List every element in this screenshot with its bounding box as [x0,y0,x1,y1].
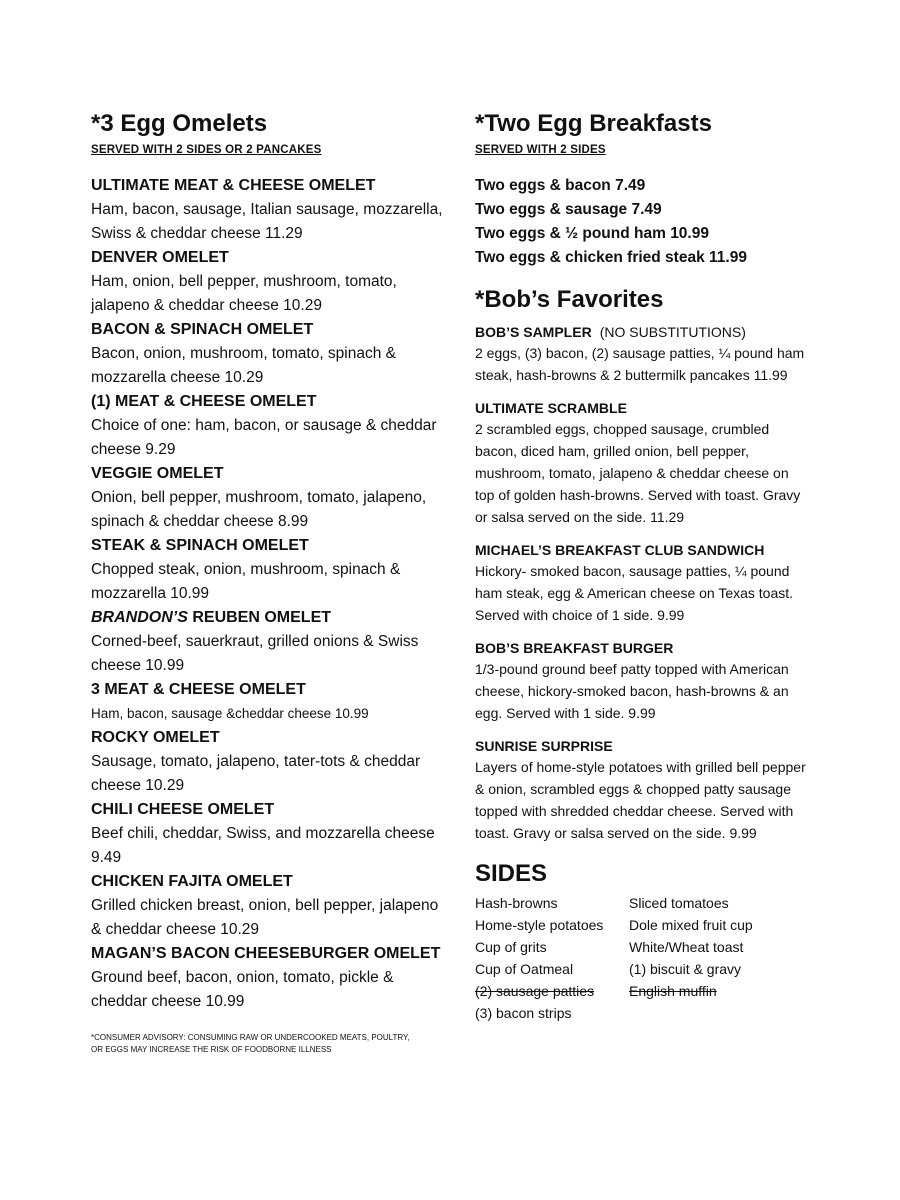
omelet-item [91,390,451,462]
omelet-list [91,174,451,1014]
side-item: (3) bacon strips [475,1005,572,1021]
omelet-item [91,462,451,534]
side-item: Cup of grits [475,939,547,955]
right-column [475,108,875,1024]
two-egg-subheading: SERVED WITH 2 SIDES [475,144,606,156]
side-item: Hash-browns [475,895,558,911]
omelet-title: VEGGIE OMELET [91,465,224,482]
omelet-desc: Ham, onion, bell pepper, mushroom, tomato, jalapeno & cheddar cheese 10.29 [91,273,397,314]
two-egg-item: Two eggs & sausage 7.49 [475,201,662,218]
omelets-heading: *3 Egg Omelets [91,110,268,137]
side-item: Home-style potatoes [475,917,604,933]
omelet-desc: Beef chili, cheddar, Swiss, and mozzarella cheese 9.49 [91,825,435,866]
omelet-title: 3 MEAT & CHEESE OMELET [91,681,306,698]
two-egg-item: Two eggs & ½ pound ham 10.99 [475,225,709,242]
two-egg-heading: *Two Egg Breakfasts [475,110,712,137]
omelet-item [91,174,451,246]
omelets-column [91,108,451,1056]
omelet-item [91,798,451,870]
omelet-title-rest: REUBEN OMELET [187,609,332,626]
omelet-title: CHILI CHEESE OMELET [91,801,275,818]
consumer-advisory: *CONSUMER ADVISORY: CONSUMING RAW OR UNDERCOOKED MEATS, POULTRY, OR EGGS MAY INCREASE THE RISK OF FOODBORNE ILLNESS [91,1033,410,1054]
side-item: White/Wheat toast [629,939,744,955]
omelet-title: BACON & SPINACH OMELET [91,321,314,338]
favorite-item [475,322,875,386]
favorite-item [475,638,875,724]
favorite-title [475,322,875,342]
omelet-item [91,534,451,606]
two-egg-item: Two eggs & bacon 7.49 [475,177,646,194]
omelet-item [91,942,451,1014]
omelet-desc: Chopped steak, onion, mushroom, spinach & mozzarella 10.99 [91,561,401,602]
omelet-desc: Ham, bacon, sausage &cheddar cheese 10.99 [91,706,369,721]
omelet-item [91,678,451,726]
omelet-item [91,726,451,798]
favorite-desc: 2 eggs, (3) bacon, (2) sausage patties, ¼ pound ham steak, hash-browns & 2 buttermilk pancakes 11.99 [475,345,805,383]
two-egg-list [475,174,875,270]
sides-grid [475,892,875,1024]
omelet-desc: Bacon, onion, mushroom, tomato, spinach & mozzarella cheese 10.29 [91,345,396,386]
omelet-item [91,246,451,318]
omelet-item [91,606,451,678]
omelet-title [91,606,451,630]
favorite-title-text: BOB’S SAMPLER [475,324,592,340]
two-egg-item: Two eggs & chicken fried steak 11.99 [475,249,747,266]
omelet-desc: Onion, bell pepper, mushroom, tomato, jalapeno, spinach & cheddar cheese 8.99 [91,489,427,530]
omelet-item [91,318,451,390]
omelet-title: (1) MEAT & CHEESE OMELET [91,393,317,410]
favorite-desc: 1/3-pound ground beef patty topped with American cheese, hickory-smoked bacon, hash-browns & an egg. Served with 1 side. 9.99 [475,661,789,721]
favorites-heading: *Bob’s Favorites [475,286,664,313]
favorite-item [475,540,875,626]
side-item: Cup of Oatmeal [475,961,574,977]
side-item: Sliced tomatoes [629,895,729,911]
omelets-subheading: SERVED WITH 2 SIDES OR 2 PANCAKES [91,144,322,156]
favorite-desc: 2 scrambled eggs, chopped sausage, crumbled bacon, diced ham, grilled onion, bell pepper, mushroom, tomato, jalapeno & cheddar cheese on top of golden hash-browns. Served with toast. Gravy or salsa served on the side. 11.29 [475,421,801,525]
favorite-item [475,736,875,844]
omelet-desc: Ground beef, bacon, onion, tomato, pickle & cheddar cheese 10.99 [91,969,394,1010]
omelet-desc: Corned-beef, sauerkraut, grilled onions & Swiss cheese 10.99 [91,633,419,674]
omelet-desc: Sausage, tomato, jalapeno, tater-tots & cheddar cheese 10.29 [91,753,421,794]
favorite-title: MICHAEL’S BREAKFAST CLUB SANDWICH [475,542,765,558]
favorite-note: (NO SUBSTITUTIONS) [599,324,746,340]
side-item: Dole mixed fruit cup [629,917,753,933]
favorite-item [475,398,875,528]
side-item: (1) biscuit & gravy [629,961,742,977]
omelet-desc: Grilled chicken breast, onion, bell pepper, jalapeno & cheddar cheese 10.29 [91,897,439,938]
sides-heading: SIDES [475,860,548,887]
omelet-title: DENVER OMELET [91,249,229,266]
favorite-title: ULTIMATE SCRAMBLE [475,400,627,416]
side-item-struck: English muffin [629,983,717,999]
omelet-desc: Ham, bacon, sausage, Italian sausage, mozzarella, Swiss & cheddar cheese 11.29 [91,201,443,242]
omelet-title-italic: BRANDON’S [91,609,188,626]
favorite-desc: Hickory- smoked bacon, sausage patties, ¼ pound ham steak, egg & American cheese on Texas toast. Served with choice of 1 side. 9.99 [475,563,794,623]
omelet-title: ROCKY OMELET [91,729,220,746]
omelet-title: CHICKEN FAJITA OMELET [91,873,293,890]
omelet-item [91,870,451,942]
omelet-title: MAGAN’S BACON CHEESEBURGER OMELET [91,945,441,962]
omelet-desc: Choice of one: ham, bacon, or sausage & cheddar cheese 9.29 [91,417,437,458]
favorite-title: BOB’S BREAKFAST BURGER [475,640,674,656]
favorite-desc: Layers of home-style potatoes with grilled bell pepper & onion, scrambled eggs & chopped patty sausage topped with shredded cheddar cheese. Served with toast. Gravy or salsa served on the side. 9.99 [475,759,806,841]
favorite-title: SUNRISE SURPRISE [475,738,613,754]
side-item-struck: (2) sausage patties [475,983,595,999]
omelet-title: STEAK & SPINACH OMELET [91,537,309,554]
omelet-title: ULTIMATE MEAT & CHEESE OMELET [91,177,376,194]
